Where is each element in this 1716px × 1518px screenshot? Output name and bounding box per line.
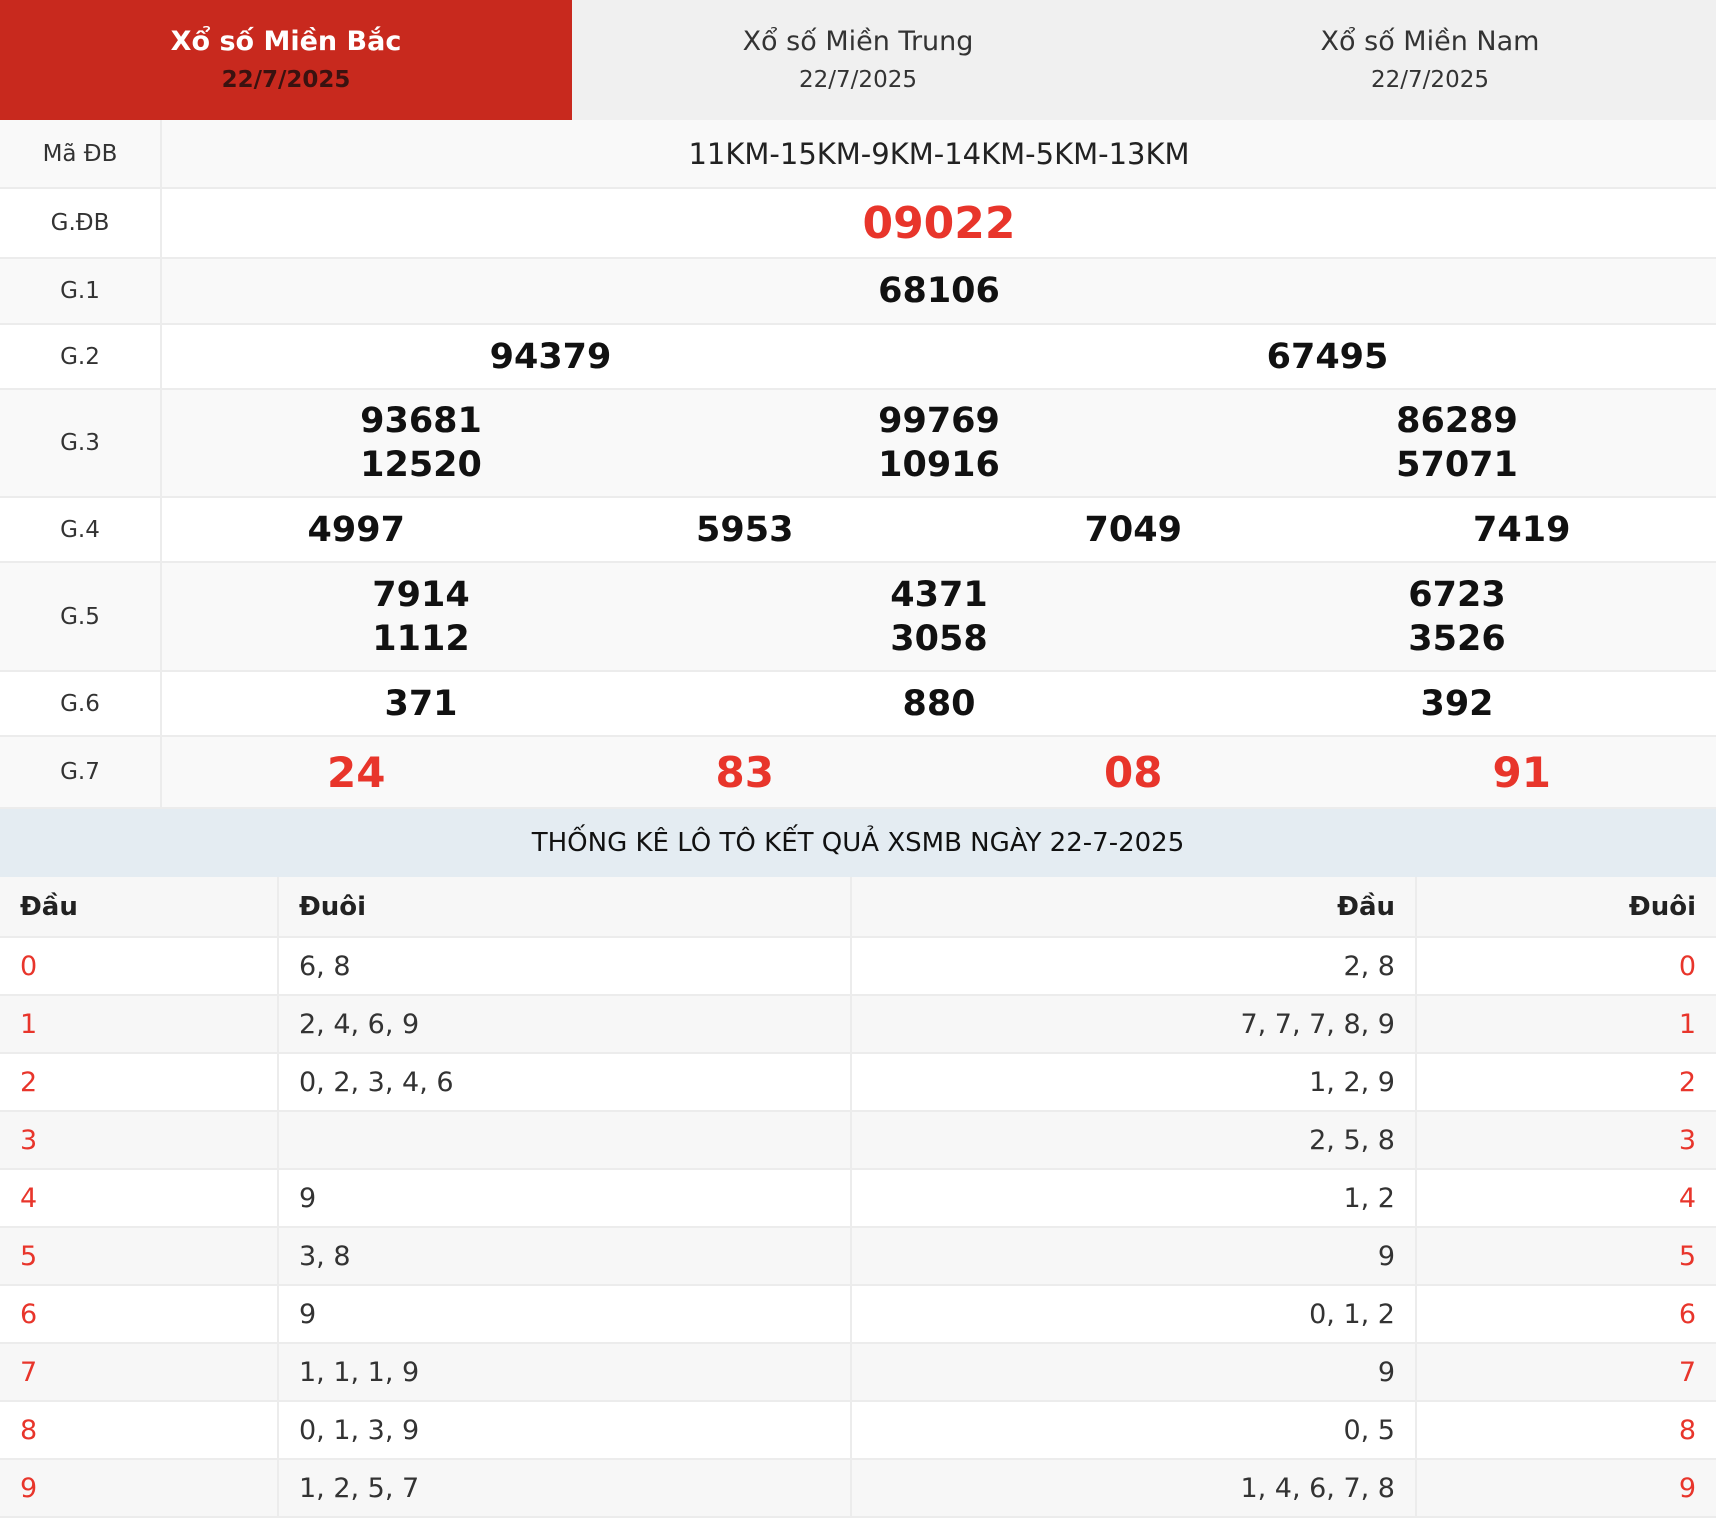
prize-number: 3526 [1198, 617, 1716, 661]
prize-label: G.2 [0, 324, 161, 389]
table-row [0, 937, 1716, 995]
special-code: 11KM-15KM-9KM-14KM-5KM-13KM [161, 120, 1716, 188]
prize-label: G.ĐB [0, 188, 161, 258]
prize-label: G.1 [0, 258, 161, 324]
table-row [0, 1459, 1716, 1517]
prize-number: 6723 [1198, 573, 1716, 617]
special-prize-number: 09022 [161, 188, 1716, 258]
prize-label: G.4 [0, 497, 161, 562]
row-g5 [0, 562, 1716, 671]
duoi-values: 1, 1, 1, 9 [278, 1343, 851, 1401]
duoi-values: 9 [278, 1285, 851, 1343]
dau-digit: 9 [0, 1459, 278, 1517]
duoi-values: 3, 8 [278, 1227, 851, 1285]
dau-digit: 7 [0, 1343, 278, 1401]
duoi-values: 1, 2, 5, 7 [278, 1459, 851, 1517]
prize-number: 67495 [939, 335, 1716, 379]
prize-label: G.5 [0, 562, 161, 671]
row-g7 [0, 736, 1716, 808]
duoi-digit: 5 [1416, 1227, 1716, 1285]
dau-values: 2, 8 [851, 937, 1416, 995]
prize-number: 93681 [162, 399, 680, 443]
header-dau: Đầu [0, 877, 278, 937]
prize-number: 371 [162, 682, 680, 726]
dau-values: 2, 5, 8 [851, 1111, 1416, 1169]
dau-values: 9 [851, 1227, 1416, 1285]
duoi-values: 6, 8 [278, 937, 851, 995]
prize-number: 392 [1198, 682, 1716, 726]
prize-number: 68106 [162, 269, 1716, 313]
duoi-digit: 3 [1416, 1111, 1716, 1169]
tab-date: 22/7/2025 [799, 62, 917, 98]
tab-title: Xổ số Miền Trung [743, 22, 974, 62]
duoi-digit: 9 [1416, 1459, 1716, 1517]
dau-values: 0, 5 [851, 1401, 1416, 1459]
header-duoi: Đuôi [278, 877, 851, 937]
loto-stats-title: THỐNG KÊ LÔ TÔ KẾT QUẢ XSMB NGÀY 22-7-2025 [0, 809, 1716, 877]
prize-number: 24 [162, 748, 551, 797]
duoi-values: 9 [278, 1169, 851, 1227]
dau-digit: 0 [0, 937, 278, 995]
dau-values: 1, 2 [851, 1169, 1416, 1227]
dau-digit: 1 [0, 995, 278, 1053]
row-g2 [0, 324, 1716, 389]
prize-number: 7049 [939, 508, 1328, 552]
duoi-digit: 8 [1416, 1401, 1716, 1459]
prize-number: 91 [1328, 748, 1716, 797]
prize-number: 880 [680, 682, 1198, 726]
prize-label: G.7 [0, 736, 161, 808]
prize-number: 99769 [680, 399, 1198, 443]
header-duoi: Đuôi [1416, 877, 1716, 937]
dau-values: 7, 7, 7, 8, 9 [851, 995, 1416, 1053]
results-table [0, 120, 1716, 809]
row-g4 [0, 497, 1716, 562]
dau-digit: 4 [0, 1169, 278, 1227]
tab-title: Xổ số Miền Bắc [171, 22, 402, 62]
row-gdb [0, 188, 1716, 258]
table-row [0, 995, 1716, 1053]
row-g3 [0, 389, 1716, 497]
duoi-values: 0, 1, 3, 9 [278, 1401, 851, 1459]
prize-number: 57071 [1198, 443, 1716, 487]
prize-number: 5953 [551, 508, 940, 552]
table-row [0, 1227, 1716, 1285]
dau-digit: 2 [0, 1053, 278, 1111]
prize-label: Mã ĐB [0, 120, 161, 188]
duoi-digit: 6 [1416, 1285, 1716, 1343]
row-ma-db [0, 120, 1716, 188]
loto-header-row [0, 877, 1716, 937]
dau-values: 0, 1, 2 [851, 1285, 1416, 1343]
prize-number: 7914 [162, 573, 680, 617]
prize-label: G.6 [0, 671, 161, 736]
duoi-digit: 0 [1416, 937, 1716, 995]
prize-number: 83 [551, 748, 940, 797]
region-tabs [0, 0, 1716, 120]
dau-digit: 8 [0, 1401, 278, 1459]
table-row [0, 1111, 1716, 1169]
tab-mien-nam[interactable] [1144, 0, 1716, 120]
dau-digit: 6 [0, 1285, 278, 1343]
table-row [0, 1053, 1716, 1111]
row-g1 [0, 258, 1716, 324]
duoi-digit: 2 [1416, 1053, 1716, 1111]
table-row [0, 1401, 1716, 1459]
prize-number: 1112 [162, 617, 680, 661]
duoi-values [278, 1111, 851, 1169]
table-row [0, 1285, 1716, 1343]
prize-number: 10916 [680, 443, 1198, 487]
tab-date: 22/7/2025 [1371, 62, 1489, 98]
duoi-digit: 7 [1416, 1343, 1716, 1401]
dau-digit: 3 [0, 1111, 278, 1169]
tab-mien-bac[interactable] [0, 0, 572, 120]
duoi-values: 0, 2, 3, 4, 6 [278, 1053, 851, 1111]
prize-number: 94379 [162, 335, 939, 379]
dau-values: 1, 2, 9 [851, 1053, 1416, 1111]
prize-number: 86289 [1198, 399, 1716, 443]
row-g6 [0, 671, 1716, 736]
duoi-digit: 4 [1416, 1169, 1716, 1227]
tab-title: Xổ số Miền Nam [1321, 22, 1540, 62]
prize-number: 3058 [680, 617, 1198, 661]
prize-number: 12520 [162, 443, 680, 487]
table-row [0, 1169, 1716, 1227]
tab-date: 22/7/2025 [222, 62, 351, 98]
dau-values: 1, 4, 6, 7, 8 [851, 1459, 1416, 1517]
dau-values: 9 [851, 1343, 1416, 1401]
prize-number: 7419 [1328, 508, 1716, 552]
header-dau: Đầu [851, 877, 1416, 937]
duoi-digit: 1 [1416, 995, 1716, 1053]
prize-label: G.3 [0, 389, 161, 497]
loto-stats-table [0, 877, 1716, 1518]
prize-number: 4997 [162, 508, 551, 552]
dau-digit: 5 [0, 1227, 278, 1285]
table-row [0, 1343, 1716, 1401]
duoi-values: 2, 4, 6, 9 [278, 995, 851, 1053]
prize-number: 08 [939, 748, 1328, 797]
tab-mien-trung[interactable] [572, 0, 1144, 120]
prize-number: 4371 [680, 573, 1198, 617]
